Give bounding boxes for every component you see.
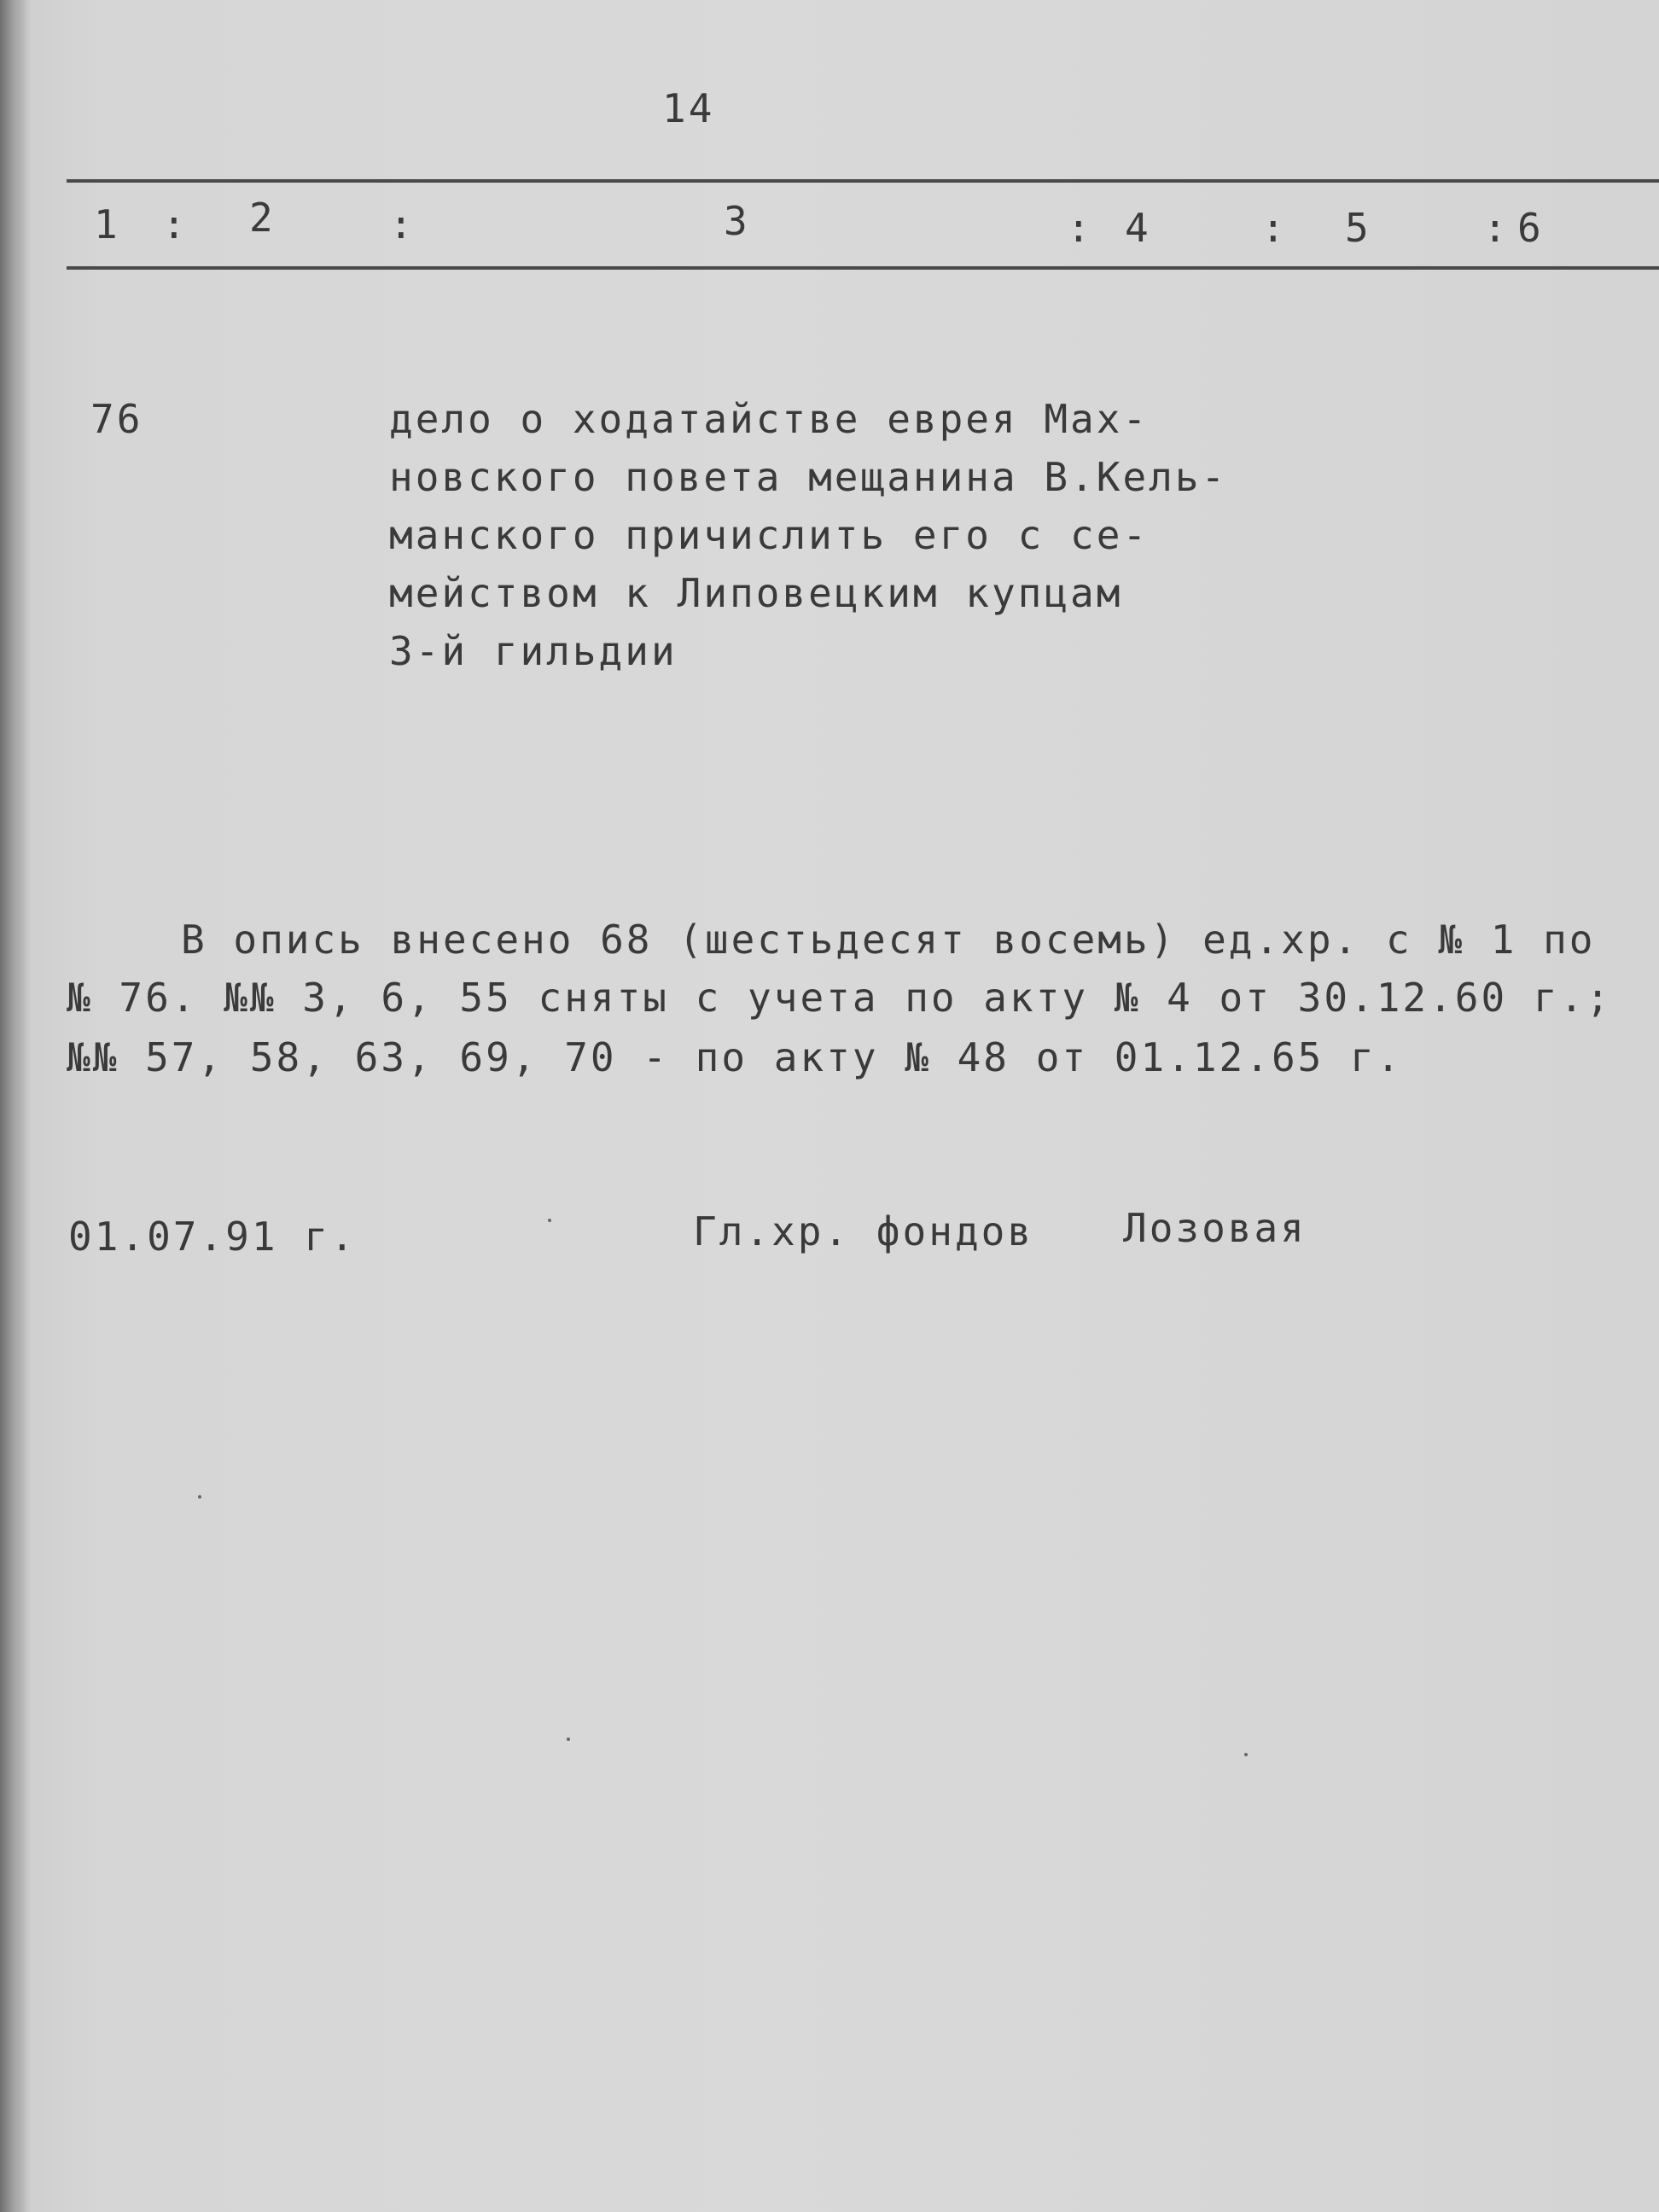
column-1-label: 1	[94, 201, 120, 247]
column-separator: :	[1483, 205, 1510, 251]
header-top-rule	[67, 179, 1659, 183]
paper-speck	[1244, 1753, 1248, 1756]
document-date: 01.07.91 г.	[68, 1214, 357, 1260]
entry-description-line: манского причислить его с се-	[389, 512, 1150, 558]
column-separator: :	[389, 201, 416, 247]
column-separator: :	[162, 201, 189, 247]
paper-speck	[567, 1738, 570, 1741]
column-4-label: 4	[1125, 205, 1151, 251]
entry-description-line: дело о ходатайстве еврея Мах-	[389, 396, 1150, 442]
column-separator: :	[1067, 205, 1093, 251]
page-number: 14	[662, 85, 715, 131]
entry-description-line: новского повета мещанина В.Кель-	[389, 454, 1228, 500]
header-bottom-rule	[67, 266, 1659, 270]
entry-description-line: мейством к Липовецким купцам	[389, 570, 1123, 616]
entry-description-line: 3-й гильдии	[389, 628, 678, 674]
summary-line: № 76. №№ 3, 6, 55 сняты с учета по акту № 4 от 30.12.60 г.;	[67, 975, 1612, 1021]
paper-speck	[198, 1495, 201, 1499]
signer-name: Лозовая	[1123, 1205, 1307, 1251]
summary-line: В опись внесено 68 (шестьдесят восемь) ед.хр. с № 1 по	[181, 917, 1596, 963]
column-separator: :	[1261, 205, 1288, 251]
summary-line: №№ 57, 58, 63, 69, 70 - по акту № 48 от 01.12.65 г.	[67, 1034, 1403, 1080]
column-5-label: 5	[1345, 205, 1371, 251]
column-6-label: 6	[1517, 205, 1544, 251]
page-edge-shadow	[0, 0, 31, 2212]
entry-number: 76	[90, 396, 143, 442]
signer-position: Гл.хр. фондов	[693, 1208, 1034, 1254]
column-3-label: 3	[724, 198, 750, 244]
paper-speck	[548, 1219, 551, 1222]
column-2-label: 2	[249, 195, 276, 241]
